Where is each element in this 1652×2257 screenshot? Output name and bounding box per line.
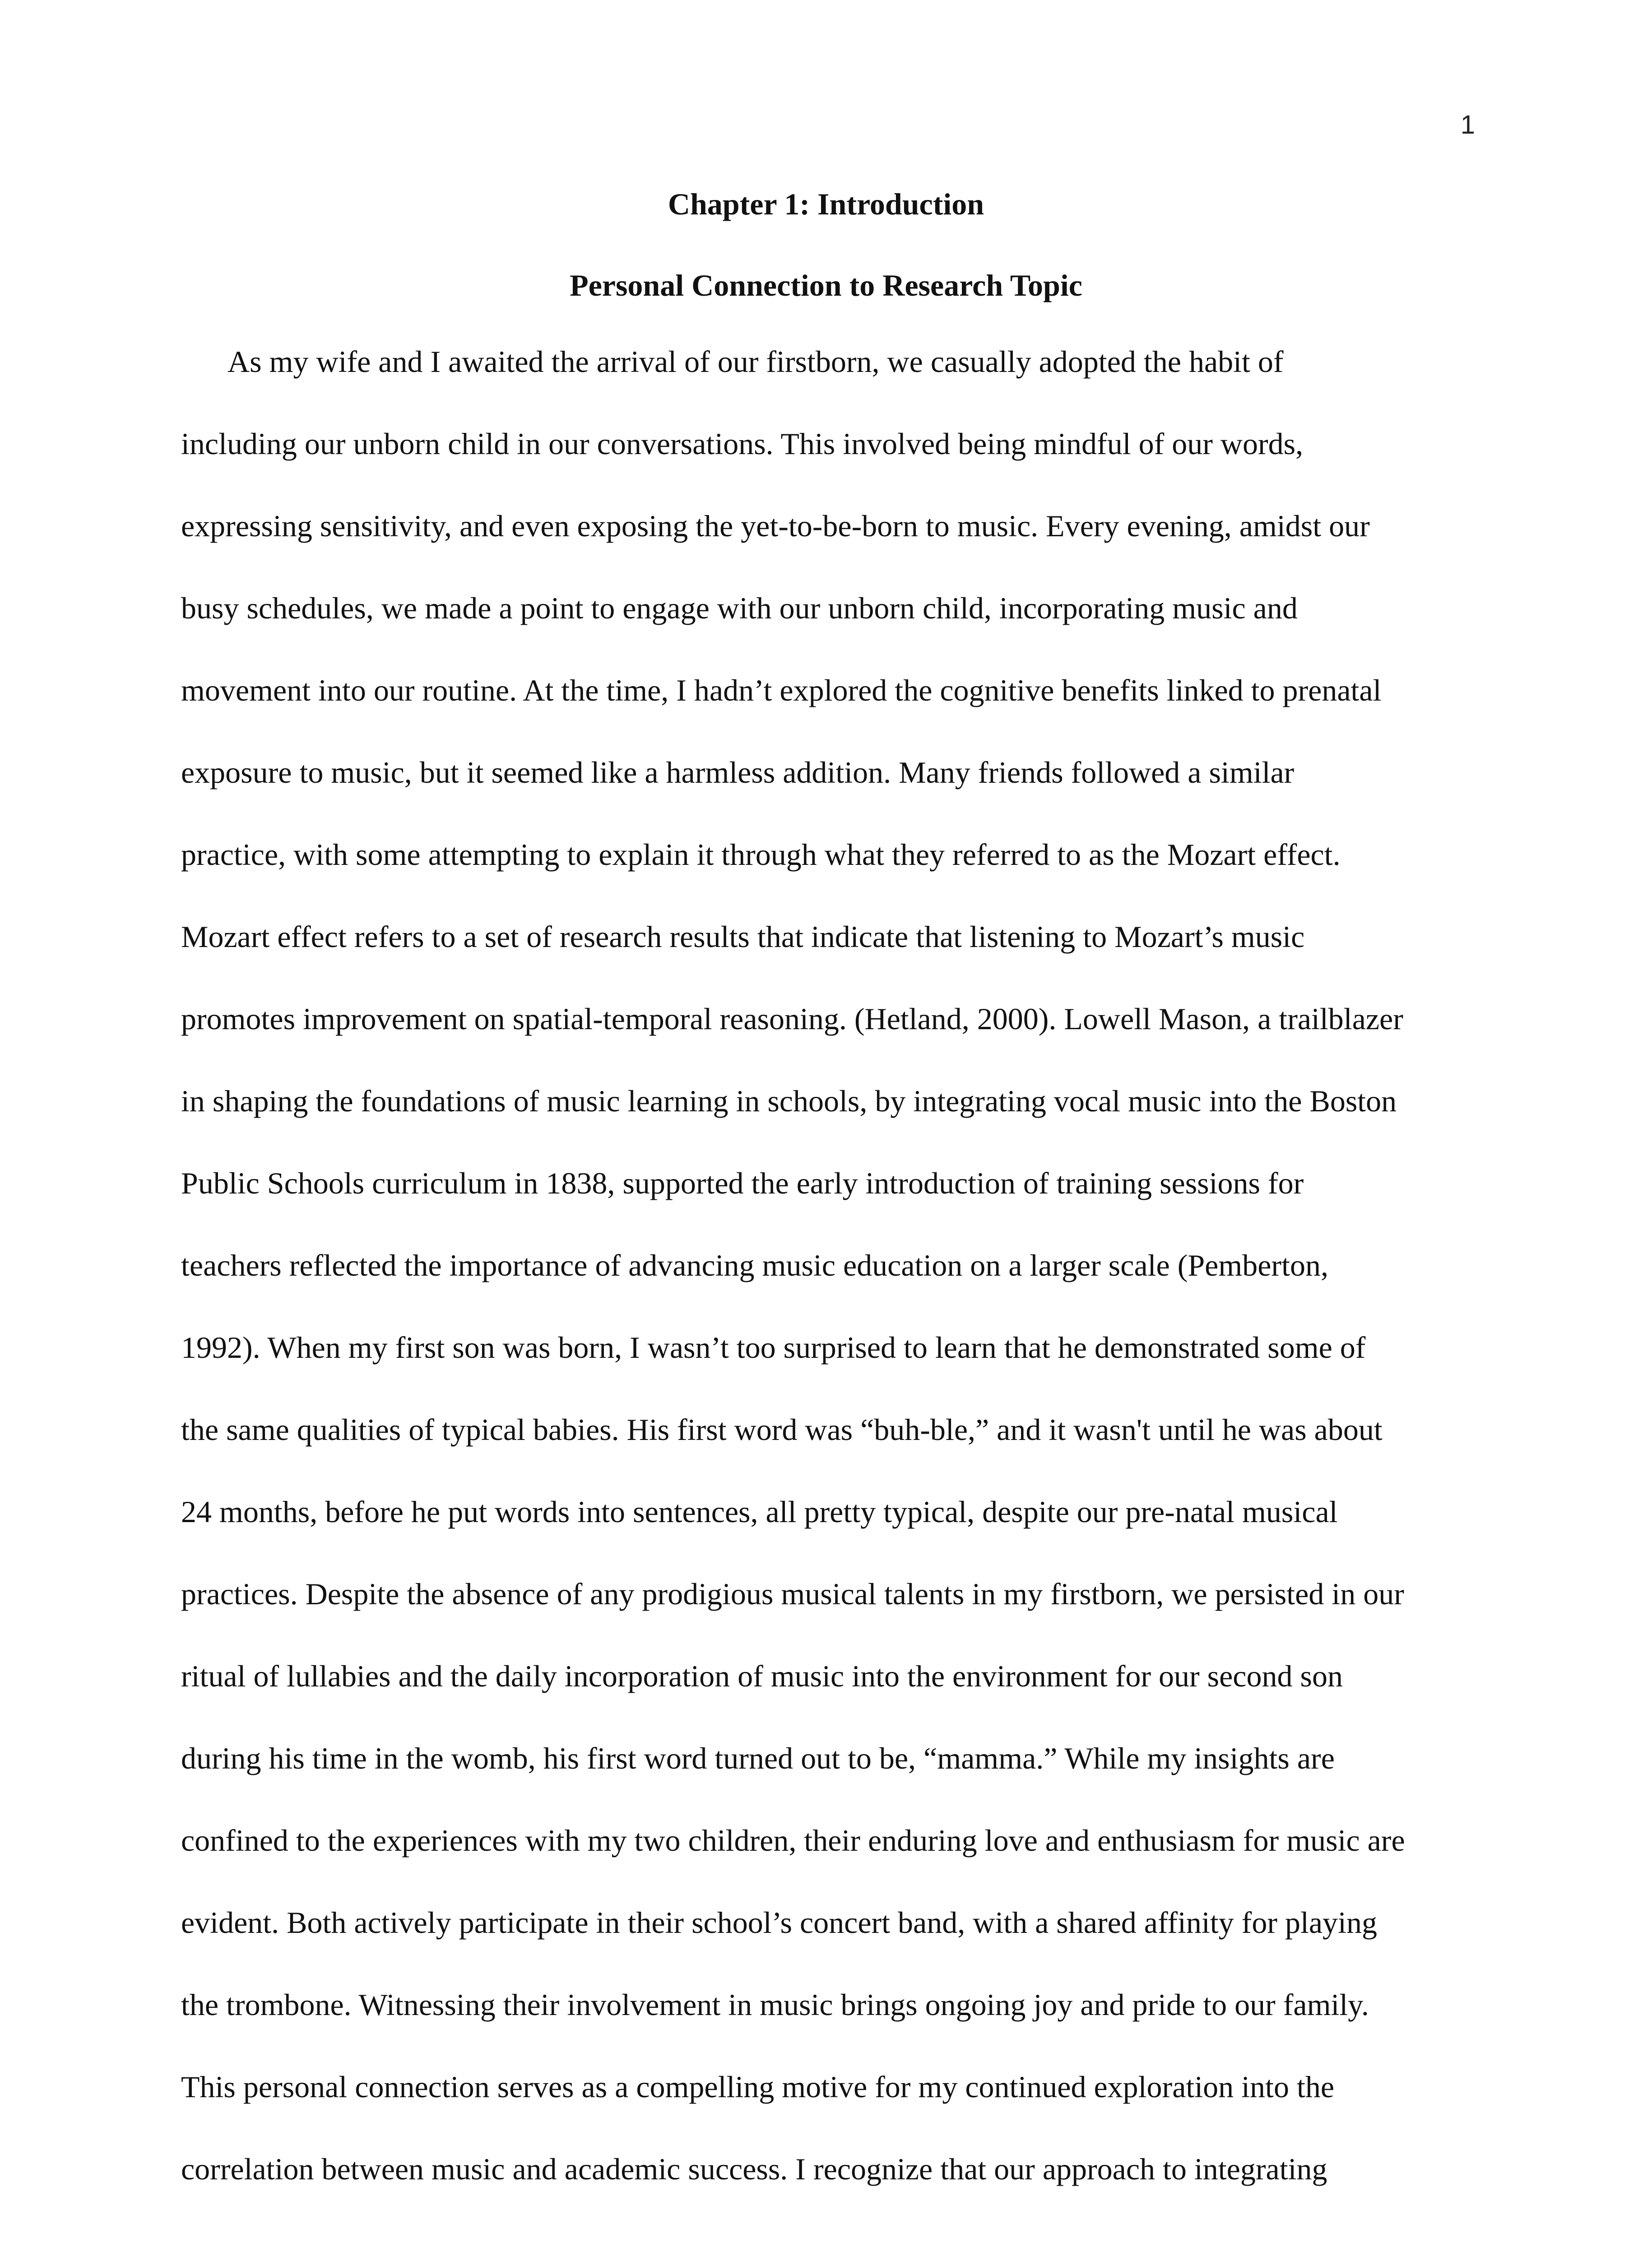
paragraph-line: the trombone. Witnessing their involvement in music brings ongoing joy and pride to our family.	[181, 1988, 1369, 2022]
paragraph-line: exposure to music, but it seemed like a harmless addition. Many friends followed a similar	[181, 755, 1295, 789]
paragraph-line: in shaping the foundations of music learning in schools, by integrating vocal music into the Boston	[181, 1084, 1397, 1118]
paragraph-line: busy schedules, we made a point to engage with our unborn child, incorporating music and	[181, 591, 1298, 625]
section-title: Personal Connection to Research Topic	[570, 268, 1082, 302]
paragraph-line: Mozart effect refers to a set of research results that indicate that listening to Mozart’s music	[181, 920, 1305, 954]
paragraph-line: 1992). When my first son was born, I wasn’t too surprised to learn that he demonstrated some of	[181, 1330, 1366, 1365]
paragraph-line: ritual of lullabies and the daily incorporation of music into the environment for our second son	[181, 1659, 1343, 1693]
paragraph-line: the same qualities of typical babies. His first word was “buh-ble,” and it wasn't until he was about	[181, 1412, 1383, 1447]
paragraph-line: confined to the experiences with my two children, their enduring love and enthusiasm for music are	[181, 1823, 1405, 1858]
paragraph-line: expressing sensitivity, and even exposing the yet-to-be-born to music. Every evening, amidst our	[181, 509, 1370, 543]
paragraph-line: practice, with some attempting to explain it through what they referred to as the Mozart effect.	[181, 837, 1341, 872]
paragraph-line: correlation between music and academic success. I recognize that our approach to integrating	[181, 2152, 1327, 2186]
paragraph-line: including our unborn child in our conversations. This involved being mindful of our words,	[181, 427, 1304, 461]
paragraph-line: movement into our routine. At the time, I hadn’t explored the cognitive benefits linked to prenatal	[181, 673, 1382, 707]
body-paragraph	[181, 320, 1471, 2210]
paragraph-line: This personal connection serves as a compelling motive for my continued exploration into the	[181, 2070, 1335, 2104]
page-number: 1	[1460, 110, 1475, 139]
paragraph-line: 24 months, before he put words into sentences, all pretty typical, despite our pre-natal musical	[181, 1495, 1338, 1529]
paragraph-line: evident. Both actively participate in their school’s concert band, with a shared affinity for playing	[181, 1905, 1377, 1940]
paragraph-line: promotes improvement on spatial-temporal reasoning. (Hetland, 2000). Lowell Mason, a trailblazer	[181, 1002, 1403, 1036]
paragraph-line: during his time in the womb, his first word turned out to be, “mamma.” While my insights are	[181, 1741, 1335, 1775]
paragraph-line: As my wife and I awaited the arrival of our firstborn, we casually adopted the habit of	[227, 344, 1284, 379]
paragraph-line: Public Schools curriculum in 1838, supported the early introduction of training sessions for	[181, 1166, 1304, 1200]
paragraph-line: teachers reflected the importance of advancing music education on a larger scale (Pemberton,	[181, 1248, 1328, 1282]
chapter-title: Chapter 1: Introduction	[668, 187, 984, 221]
paragraph-line: practices. Despite the absence of any prodigious musical talents in my firstborn, we persisted in our	[181, 1577, 1404, 1611]
